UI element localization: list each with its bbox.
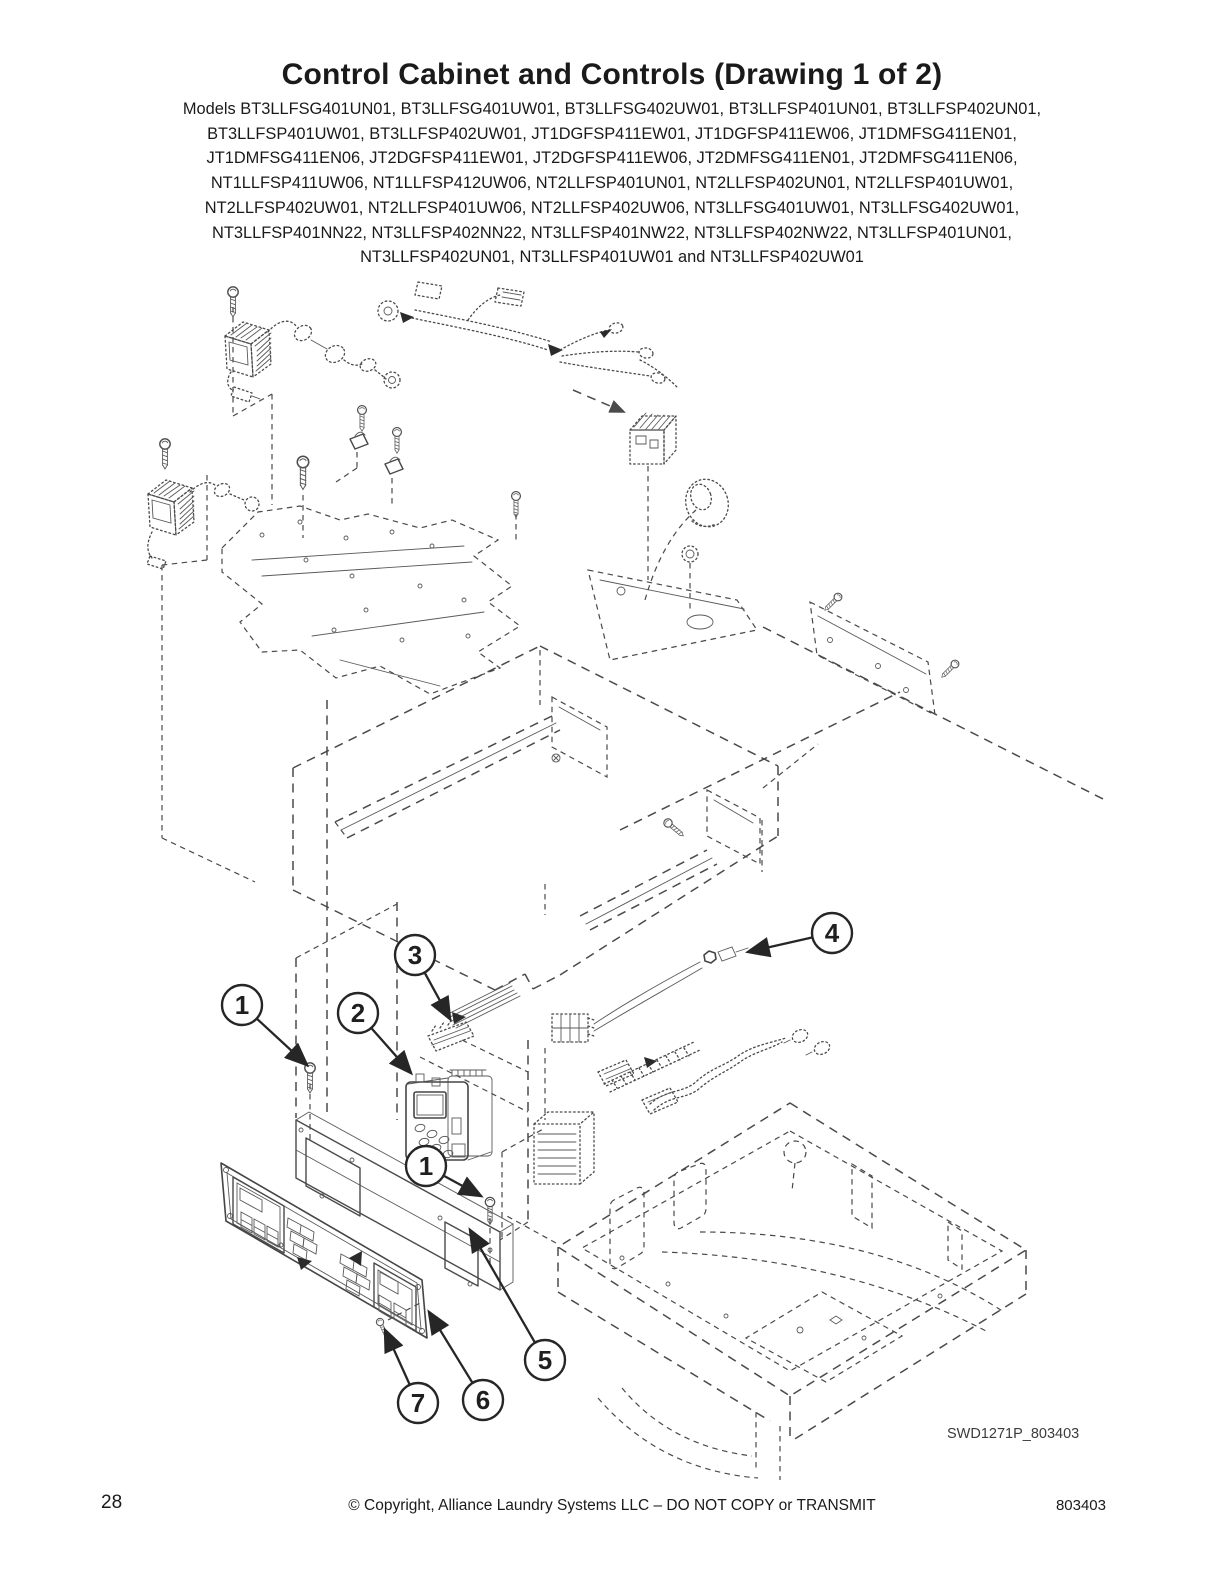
harness-item4-probe: [552, 947, 748, 1042]
mounting-plate: [222, 506, 520, 694]
callout-arrow: [257, 1019, 307, 1065]
models-line: Models BT3LLFSG401UN01, BT3LLFSG401UW01, BT3LLFSG402UW01, BT3LLFSP401UN01, BT3LLFSP402UN01,: [182, 100, 1042, 118]
right-bracket: [810, 591, 961, 715]
relay-module: [534, 1048, 594, 1184]
harness-pinstrip: [598, 1042, 700, 1092]
callout-arrow: [385, 1330, 410, 1385]
callout-7-7: [385, 1330, 438, 1423]
harness-twisted: [642, 1027, 832, 1114]
callout-arrow: [470, 1230, 535, 1343]
callout-arrow: [748, 937, 812, 952]
callout-number: 2: [350, 998, 366, 1028]
harness-left: [147, 439, 259, 882]
models-line: BT3LLFSP401UW01, BT3LLFSP402UW01, JT1DGFSP411EW01, JT1DGFSP411EW06, JT1DMFSG411EN01,: [207, 124, 1017, 143]
callout-arrow: [429, 1312, 473, 1383]
drawing-id-label: SWD1271P_803403: [947, 1426, 1080, 1442]
models-line: NT1LLFSP411UW06, NT1LLFSP412UW06, NT2LLFSP401UN01, NT2LLFSP402UN01, NT2LLFSP401UW01,: [210, 174, 1014, 193]
callout-2-1: [338, 993, 411, 1073]
models-line: JT1DMFSG411EN06, JT2DGFSP411EW01, JT2DGFSP411EW06, JT2DMFSG411EN01, JT2DMFSG411EN06,: [206, 149, 1018, 168]
control-panel-overlay: [221, 1163, 427, 1339]
callout-arrow: [444, 1176, 481, 1196]
cabinet-outline: [293, 627, 1105, 1120]
callout-number: 4: [824, 918, 840, 948]
callout-6-6: [429, 1312, 503, 1420]
connector-and-grommet: [588, 413, 757, 660]
harness-topcenter: [378, 282, 678, 412]
callout-number: 7: [410, 1388, 426, 1418]
callout-4-3: [748, 913, 852, 953]
harness-item3: [428, 983, 520, 1051]
panel-bracket: [296, 1112, 513, 1290]
callout-number: 3: [407, 940, 423, 970]
callout-1-0: [222, 985, 307, 1065]
lower-cabinet: [505, 1103, 1026, 1480]
page-title: Control Cabinet and Controls (Drawing 1 of 2): [281, 58, 943, 91]
models-line: NT3LLFSP402UN01, NT3LLFSP401UW01 and NT3LLFSP402UW01: [360, 248, 864, 267]
callout-3-2: [395, 935, 450, 1019]
callout-number: 1: [418, 1151, 434, 1181]
harness-topleft: [225, 287, 400, 505]
callout-number: 5: [537, 1345, 553, 1375]
footer-page-number: 28: [101, 1492, 123, 1513]
trough-rails: [335, 697, 818, 930]
footer-copyright: © Copyright, Alliance Laundry Systems LLC – DO NOT COPY or TRANSMIT: [348, 1497, 876, 1514]
footer-document-number: 803403: [1055, 1497, 1106, 1514]
callouts: [222, 913, 852, 1423]
callout-arrow: [371, 1028, 411, 1073]
mounting-screws: [297, 406, 520, 542]
callout-arrow: [425, 973, 450, 1019]
models-line: NT3LLFSP401NN22, NT3LLFSP402NN22, NT3LLFSP401NW22, NT3LLFSP402NW22, NT3LLFSP401UN01,: [212, 223, 1012, 242]
callout-5-5: [470, 1230, 565, 1380]
callout-number: 1: [234, 990, 250, 1020]
models-line: NT2LLFSP402UW01, NT2LLFSP401UW06, NT2LLFSP402UW06, NT3LLFSG401UW01, NT3LLFSG402UW01,: [204, 198, 1020, 217]
callout-number: 6: [475, 1385, 491, 1415]
